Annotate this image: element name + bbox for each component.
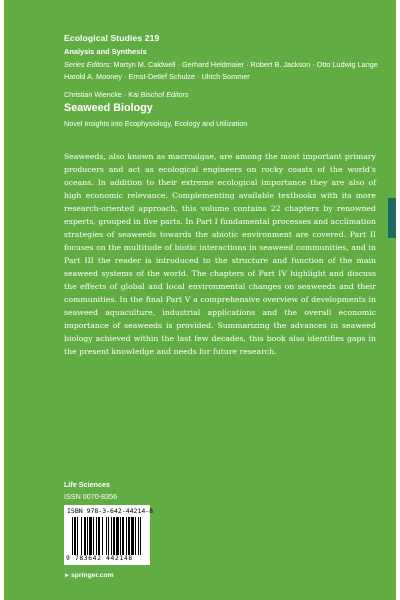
barcode-bar — [111, 517, 112, 555]
barcode-bar — [106, 517, 107, 555]
barcode-bar — [102, 517, 103, 555]
barcode-bar — [113, 517, 115, 555]
barcode-bar — [89, 517, 92, 555]
volume-editors — [64, 90, 189, 99]
arrow-icon: ► — [64, 573, 70, 579]
barcode-bar — [131, 517, 134, 555]
barcode-bar — [135, 517, 136, 555]
barcode-bar — [81, 517, 82, 555]
publisher-link[interactable] — [64, 572, 114, 579]
barcode-bar — [98, 517, 100, 555]
barcode-bar — [84, 517, 86, 555]
barcode — [64, 505, 154, 565]
ean-digits: 9 783642 442148 — [66, 554, 133, 562]
series-editors-line1: Martyn M. Caldwell · Gerhard Heldmaier · Robert B. Jackson · Otto Ludwig Lange — [113, 60, 378, 69]
issn: ISSN 0070-8356 — [64, 492, 118, 501]
volume-editors-names: Christian Wiencke · Kai Bischof — [64, 90, 165, 99]
barcode-bar — [77, 517, 78, 555]
book-title: Seaweed Biology — [64, 102, 153, 114]
series-editors — [64, 59, 394, 83]
barcode-bar — [140, 517, 141, 555]
barcode-bar — [126, 517, 127, 555]
subject-category: Life Sciences — [64, 480, 110, 489]
barcode-bar — [96, 517, 97, 555]
barcode-bar — [122, 517, 124, 555]
barcode-bar — [138, 517, 139, 555]
book-subtitle: Novel Insights into Ecophysiology, Ecology and Utilization — [64, 119, 248, 128]
volume-editors-label: Editors — [166, 90, 189, 99]
barcode-bar — [128, 517, 130, 555]
series-subtitle: Analysis and Synthesis — [64, 47, 147, 56]
publisher-url: springer.com — [70, 572, 114, 579]
barcode-bar — [87, 517, 88, 555]
series-editors-line2: Harold A. Mooney · Ernst-Detlef Schulze · Ulrich Sommer — [64, 72, 250, 81]
barcode-bar — [108, 517, 109, 555]
series-title: Ecological Studies 219 — [64, 33, 160, 43]
blurb-text: Seaweeds, also known as macroalgae, are among the most important primary producers and act as ecological engineers on rocky coasts of the world's oceans. In addition to their extreme ecological importance they are also of high economic relevance. Complementing available textbooks with its more research-oriented approach, this volume contains 22 chapters by renowned experts, grouped in five parts. In Part I fundamental processes and acclimation strategies of seaweeds towards the abiotic environment are covered. Part II focuses on the multitude of biotic interactions in seaweed communities, and in Part III the reader is introduced to the structure and function of the main seaweed systems of the world. The chapters of Part IV highlight and discuss the effects of global and local environmental changes on seaweeds and their communities. In the final Part V a comprehensive overview of developments in seaweed aquaculture, industrial applications and the overall economic importance of seaweeds is provided. Summarizing the advances in seaweed biology achieved within the last few decades, this book also identifies gaps in the present knowledge and needs for future research. — [64, 152, 376, 356]
book-back-cover — [4, 0, 396, 600]
barcode-bar — [74, 517, 76, 555]
barcode-bars — [72, 517, 144, 555]
barcode-bar — [72, 517, 73, 555]
series-editors-label: Series Editors: — [64, 60, 112, 69]
edge-tab-marker — [388, 198, 396, 238]
barcode-bar — [116, 517, 119, 555]
barcode-bar — [93, 517, 94, 555]
isbn-text: ISBN 978-3-642-44214-8 — [67, 507, 154, 515]
barcode-bar — [120, 517, 121, 555]
